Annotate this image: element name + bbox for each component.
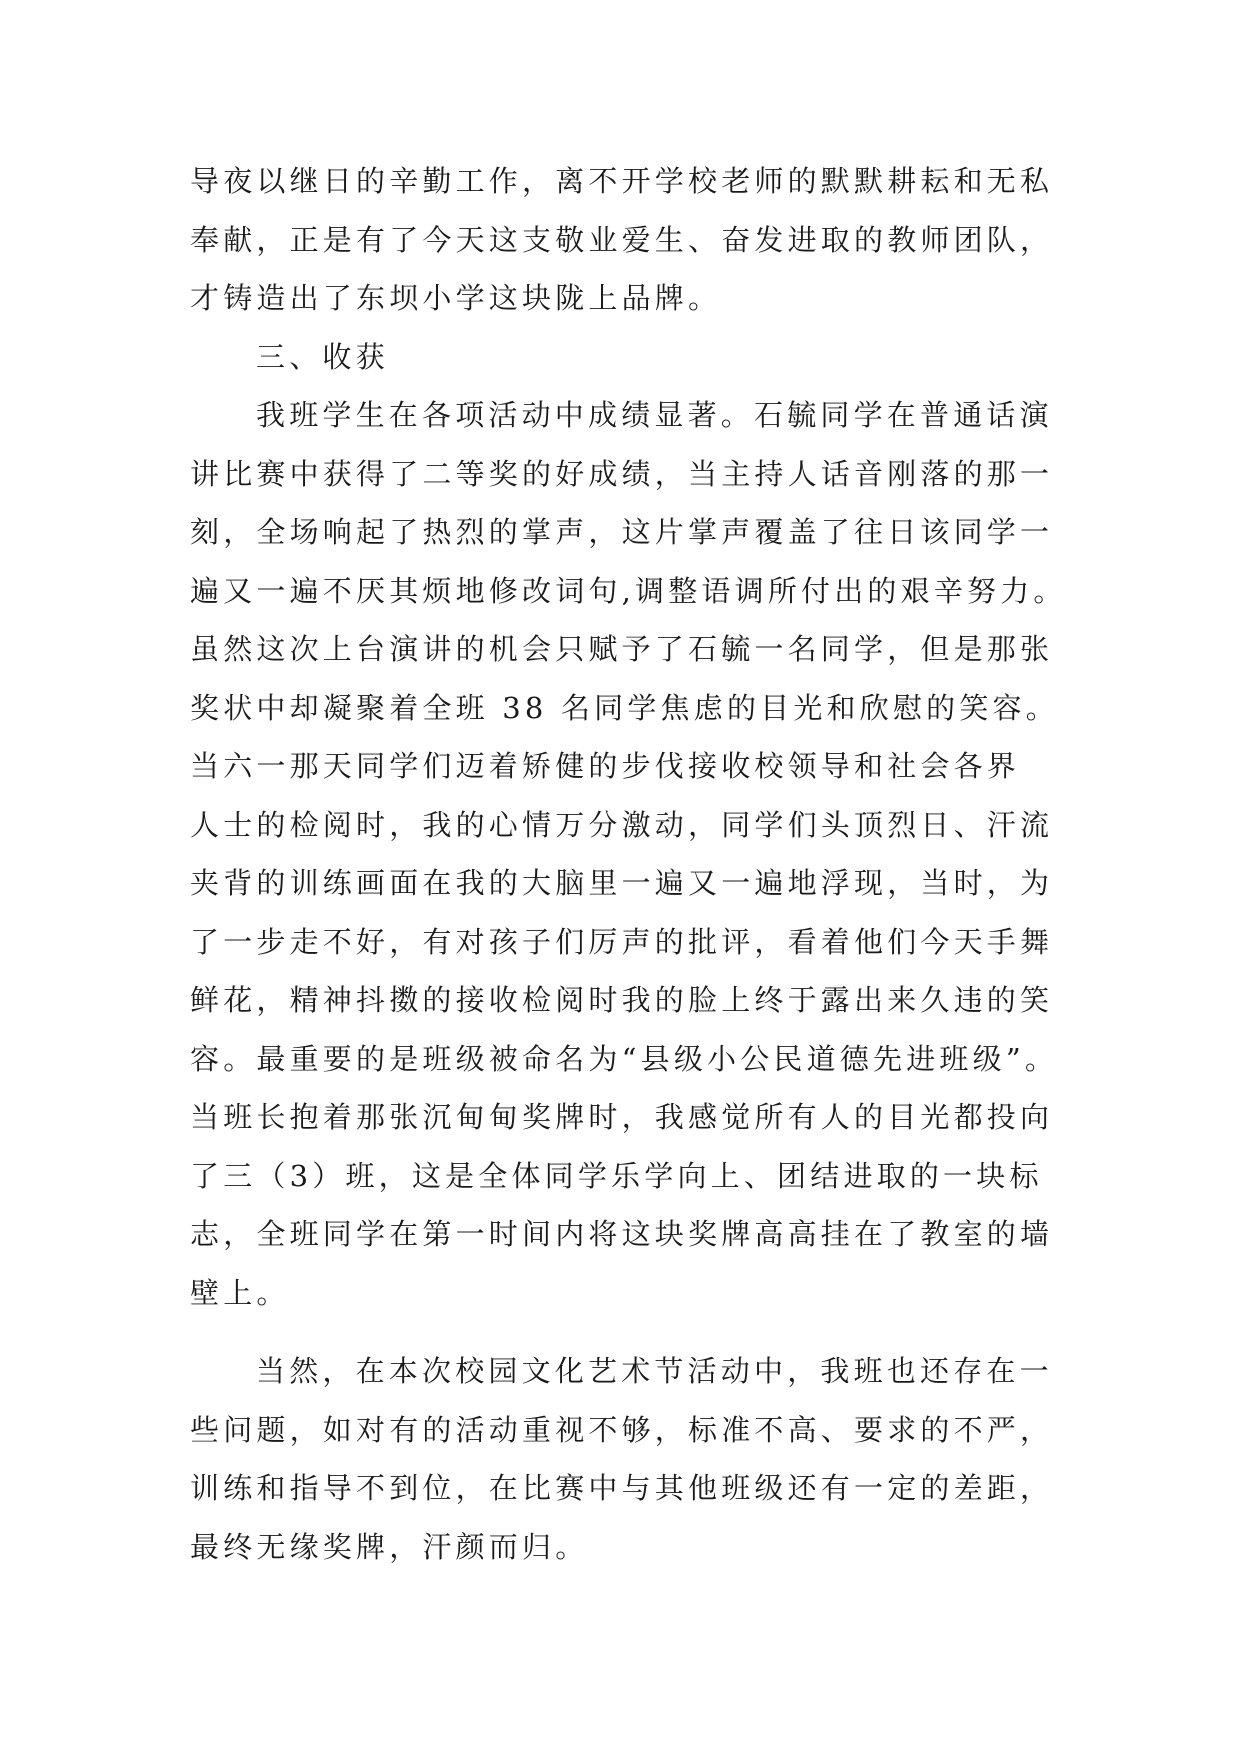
text-line: 鲜花，精神抖擞的接收检阅时我的脸上终于露出来久违的笑 <box>190 983 1054 1017</box>
text-line: 讲比赛中获得了二等奖的好成绩，当主持人话音刚落的那一 <box>190 456 1054 491</box>
text-line: 导夜以继日的辛勤工作，离不开学校老师的默默耕耘和无私 <box>190 164 1054 198</box>
text-line: 当六一那天同学们迈着矫健的步伐接收校领导和社会各界 <box>190 749 1021 783</box>
text-line: 训练和指导不到位，在比赛中与其他班级还有一定的差距， <box>190 1471 1054 1505</box>
text-line: 夹背的训练画面在我的大脑里一遍又一遍地浮现，当时，为 <box>190 866 1054 900</box>
text-line: 壁上。 <box>190 1275 290 1310</box>
section-heading: 三、收获 <box>256 339 389 374</box>
text-line: 当班长抱着那张沉甸甸奖牌时，我感觉所有人的目光都投向 <box>190 1100 1054 1134</box>
text-line: 才铸造出了东坝小学这块陇上品牌。 <box>190 281 722 315</box>
text-line: 了三（3）班，这是全体同学乐学向上、团结进取的一块标 <box>190 1158 1043 1193</box>
text-line: 人士的检阅时，我的心情万分激动，同学们头顶烈日、汗流 <box>190 807 1054 842</box>
text-line: 容。最重要的是班级被命名为“县级小公民道德先进班级”。 <box>190 1041 1059 1076</box>
text-line: 我班学生在各项活动中成绩显著。石毓同学在普通话演 <box>256 398 1053 432</box>
paragraph-gap <box>190 1322 1050 1342</box>
text-line: 刻，全场响起了热烈的掌声，这片掌声覆盖了往日该同学一 <box>190 515 1054 549</box>
text-line: 虽然这次上台演讲的机会只赋予了石毓一名同学，但是那张 <box>190 632 1054 666</box>
text-line: 最终无缘奖牌，汗颜而归。 <box>190 1529 589 1564</box>
text-line: 了一步走不好，有对孩子们厉声的批评，看着他们今天手舞 <box>190 924 1054 959</box>
text-line: 奖状中却凝聚着全班 38 名同学焦虑的目光和欣慰的笑容。 <box>190 690 1059 725</box>
text-line: 奉献，正是有了今天这支敬业爱生、奋发进取的教师团队， <box>190 222 1054 257</box>
text-line: 当然，在本次校园文化艺术节活动中，我班也还存在一 <box>256 1354 1053 1388</box>
text-line: 遍又一遍不厌其烦地修改词句,调整语调所付出的艰辛努力。 <box>190 573 1067 608</box>
text-line: 志，全班同学在第一时间内将这块奖牌高高挂在了教室的墙 <box>190 1217 1054 1251</box>
text-line: 些问题，如对有的活动重视不够，标准不高、要求的不严， <box>190 1412 1054 1447</box>
document-body <box>190 152 1067 1576</box>
